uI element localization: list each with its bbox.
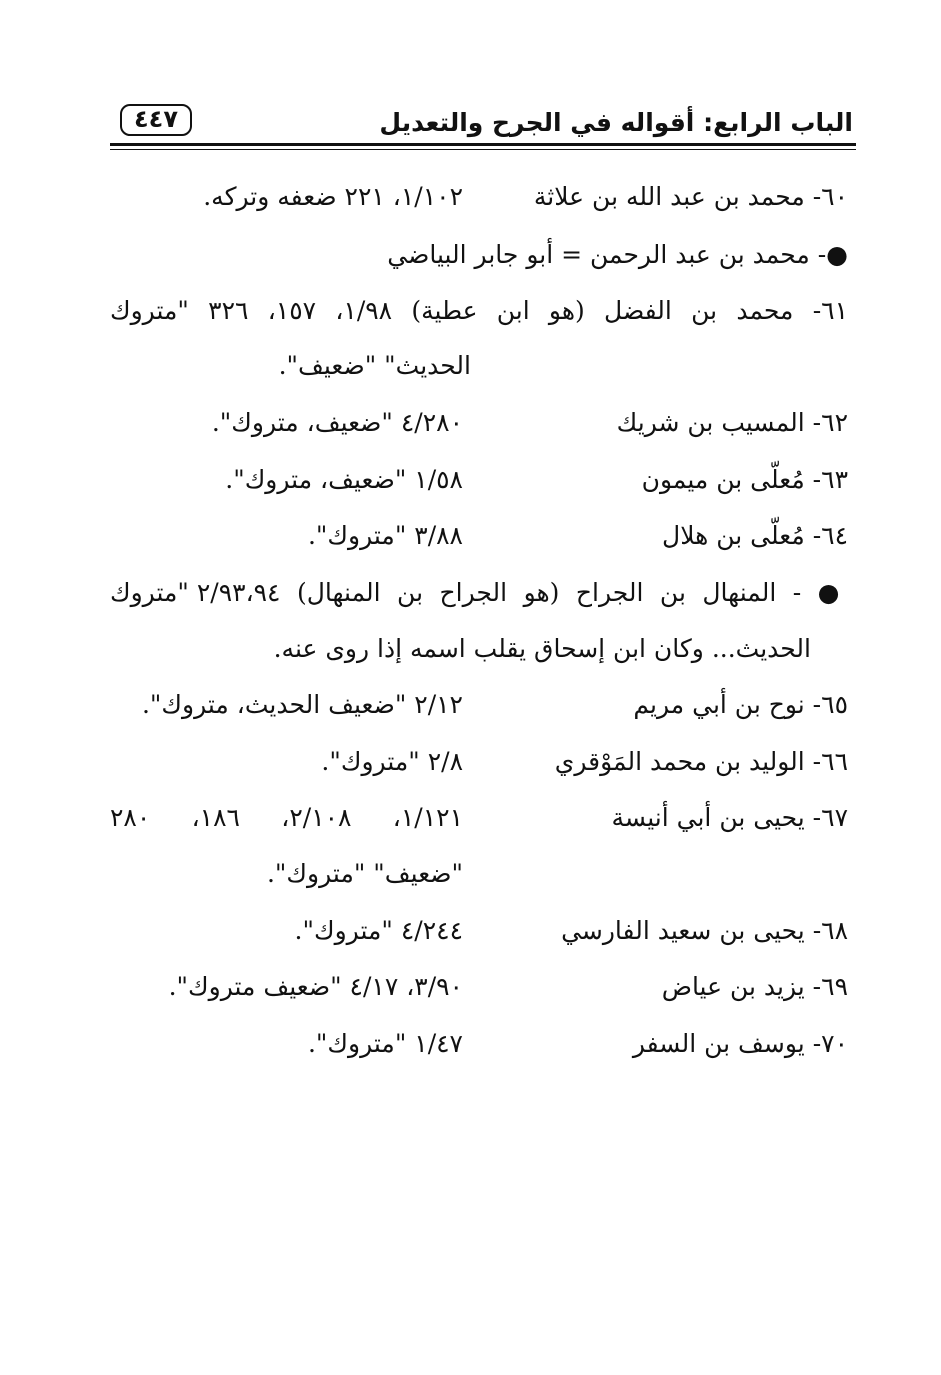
- entry-67-continuation: "ضعيف" "متروك".: [266, 859, 463, 888]
- entry-67-ref: ١/١٢١، ٢/١٠٨، ١٨٦، ٢٨٠: [110, 803, 463, 832]
- entry-67-name: ٦٧- يحيى بن أبي أنيسة: [611, 803, 848, 832]
- entry-60-name: ٦٠- محمد بن عبد الله بن علاثة: [533, 182, 848, 211]
- entry-61-continuation: الحديث" "ضعيف".: [278, 351, 471, 380]
- entry-65-name: ٦٥- نوح بن أبي مريم: [633, 690, 848, 719]
- entry-70-name: ٧٠- يوسف بن السفر: [632, 1029, 848, 1058]
- entry-68-ref: ٤/٢٤٤ "متروك".: [294, 916, 463, 945]
- entry-69-ref: ٣/٩٠، ٤/١٧ "ضعيف متروك".: [168, 972, 463, 1001]
- entry-minhal-continuation: الحديث... وكان ابن إسحاق يقلب اسمه إذا روى عنه.: [273, 634, 811, 663]
- entry-62-name: ٦٢- المسيب بن شريك: [616, 408, 848, 437]
- header-rule-thin: [110, 149, 856, 150]
- entry-64-name: ٦٤- مُعلّى بن هلال: [662, 521, 848, 550]
- page-number-badge: ٤٤٧: [120, 104, 192, 136]
- entry-66-ref: ٢/٨ "متروك".: [321, 747, 463, 776]
- entry-63-name: ٦٣- مُعلّى بن ميمون: [641, 465, 848, 494]
- header-rule-thick: [110, 143, 856, 146]
- entry-cross-ref-bayadi: ●- محمد بن عبد الرحمن = أبو جابر البياضي: [387, 240, 848, 269]
- entry-69-name: ٦٩- يزيد بن عياض: [661, 972, 848, 1001]
- entry-66-name: ٦٦- الوليد بن محمد المَوْقري: [554, 747, 848, 776]
- entry-68-name: ٦٨- يحيى بن سعيد الفارسي: [561, 916, 848, 945]
- entry-64-ref: ٣/٨٨ "متروك".: [307, 521, 463, 550]
- entry-63-ref: ١/٥٨ "ضعيف، متروك".: [225, 465, 463, 494]
- entry-61-full: ٦١- محمد بن الفضل (هو ابن عطية) ١/٩٨، ١٥٧، ٣٢٦ "متروك: [110, 296, 849, 325]
- entry-70-ref: ١/٤٧ "متروك".: [307, 1029, 463, 1058]
- page-header-title: الباب الرابع: أقواله في الجرح والتعديل: [379, 108, 853, 137]
- entry-60-ref: ١/١٠٢، ٢٢١ ضعفه وتركه.: [203, 182, 463, 211]
- entry-65-ref: ٢/١٢ "ضعيف الحديث، متروك".: [141, 690, 463, 719]
- entry-minhal-full: ● - المنهال بن الجراح (هو الجراح بن المنهال) ٢/٩٣،٩٤ "متروك: [110, 578, 848, 607]
- entry-62-ref: ٤/٢٨٠ "ضعيف، متروك".: [211, 408, 463, 437]
